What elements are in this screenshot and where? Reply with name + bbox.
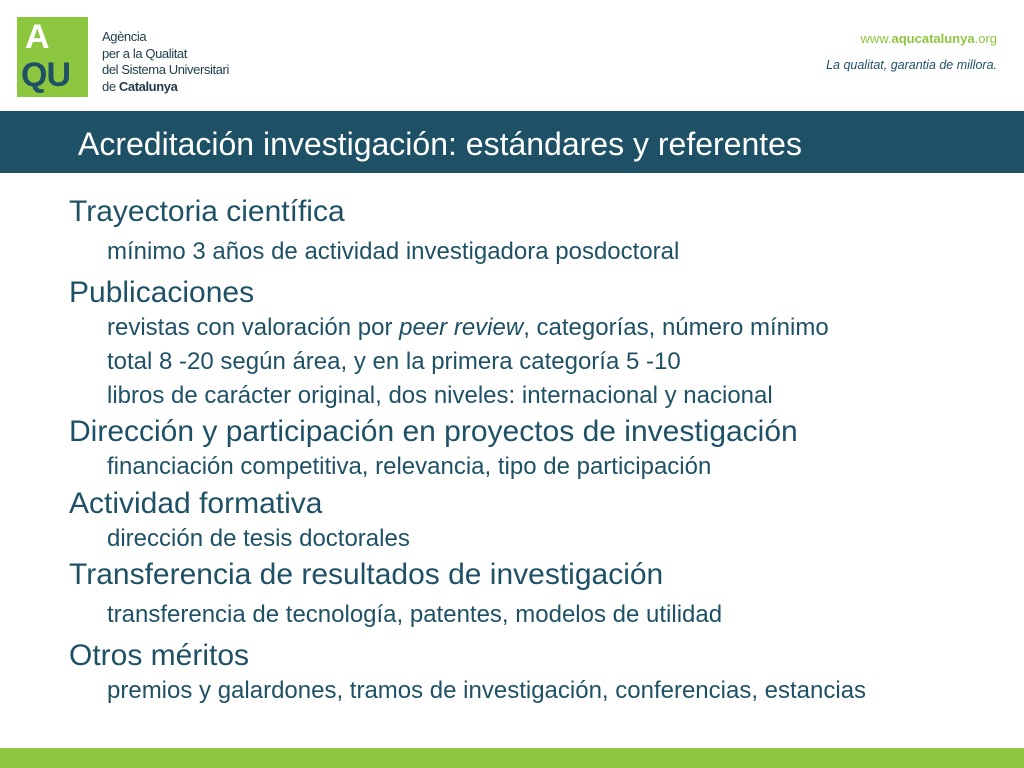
agency-line: per a la Qualitat: [102, 45, 187, 61]
website-domain: aqucatalunya: [891, 31, 975, 46]
aqu-logo: [17, 17, 88, 97]
slide-title: Acreditación investigación: estándares y referentes: [78, 126, 802, 162]
website-link[interactable]: [860, 31, 997, 46]
item-italic: peer review: [399, 314, 524, 341]
section-item: premios y galardones, tramos de investigación, conferencias, estancias: [107, 677, 867, 704]
section-heading: Trayectoria científica: [69, 195, 345, 228]
item-text: , categorías, número mínimo: [523, 314, 829, 341]
item-text: revistas con valoración por: [107, 314, 400, 341]
section-heading: Transferencia de resultados de investigación: [69, 558, 664, 591]
agency-line: Agència: [102, 29, 147, 44]
section-item: financiación competitiva, relevancia, tipo de participación: [107, 453, 712, 480]
section-item: total 8 -20 según área, y en la primera categoría 5 -10: [107, 348, 681, 375]
agency-line: del Sistema Universitari: [102, 62, 229, 77]
agency-catalunya: Catalunya: [118, 78, 178, 94]
section-heading: Dirección y participación en proyectos de investigación: [69, 415, 798, 448]
slide-content: [69, 193, 1019, 709]
section-item: transferencia de tecnología, patentes, modelos de utilidad: [107, 601, 723, 628]
section-item: mínimo 3 años de actividad investigadora posdoctoral: [107, 238, 680, 265]
agency-line: [102, 79, 229, 96]
section-heading: Actividad formativa: [69, 486, 323, 520]
agency-prefix: de: [102, 78, 119, 94]
logo-letters-qu: QU: [21, 56, 70, 94]
section-item: libros de carácter original, dos niveles: internacional y nacional: [107, 382, 773, 409]
website-suffix: .org: [974, 31, 997, 46]
website-prefix: www.: [860, 31, 892, 46]
section-item: [69, 311, 1019, 345]
section-item: dirección de tesis doctorales: [107, 524, 410, 552]
agency-name: [102, 29, 229, 95]
section-heading: Otros méritos: [69, 639, 250, 672]
tagline: La qualitat, garantia de millora.: [826, 58, 997, 72]
logo-letter-a: A: [25, 18, 50, 56]
bottom-bar: [0, 748, 1024, 768]
section-heading: Publicaciones: [69, 276, 255, 309]
